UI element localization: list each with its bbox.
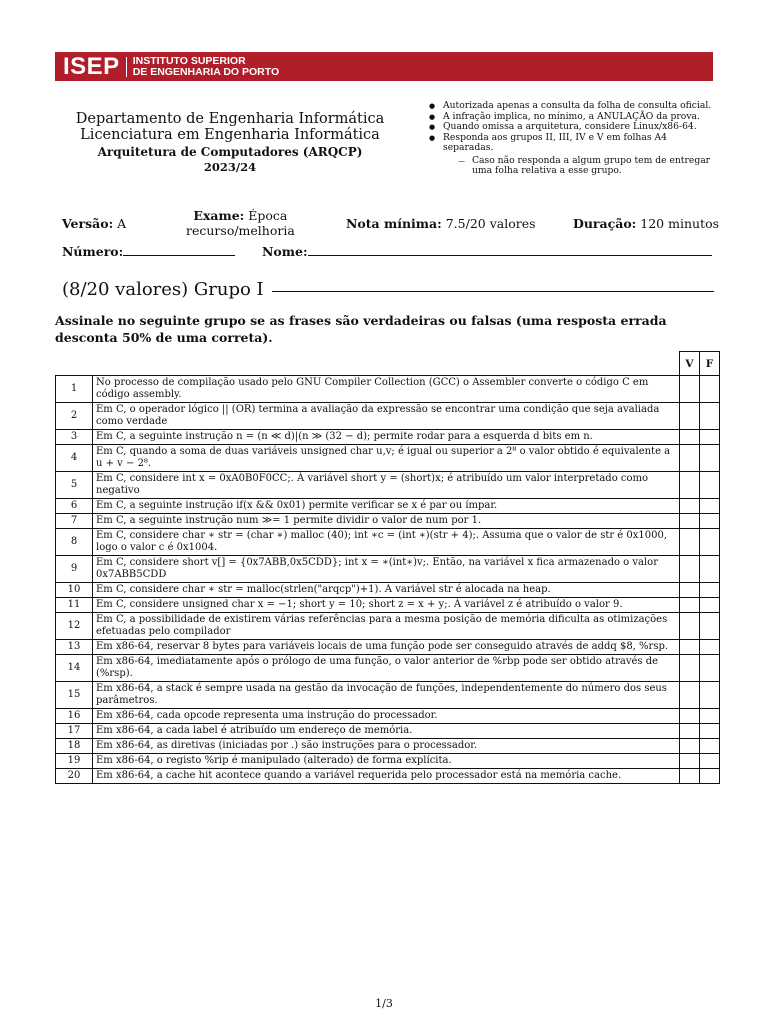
true-answer-box[interactable] — [680, 583, 700, 598]
course-name: Arquitetura de Computadores (ARQCP) — [97, 145, 363, 159]
table-row — [56, 514, 720, 529]
false-column-header: F — [700, 352, 720, 376]
version-label: Versão: — [62, 216, 114, 231]
question-text: Em x86-64, a stack é sempre usada na gestão da invocação de funções, independentemente do número dos seus parâmetros. — [93, 682, 680, 709]
table-row — [56, 376, 720, 403]
false-answer-box[interactable] — [700, 724, 720, 739]
student-name-label: Nome: — [262, 244, 308, 259]
question-number: 11 — [56, 598, 93, 613]
question-number: 17 — [56, 724, 93, 739]
false-answer-box[interactable] — [700, 514, 720, 529]
true-answer-box[interactable] — [680, 739, 700, 754]
question-number: 4 — [56, 445, 93, 472]
question-number: 3 — [56, 430, 93, 445]
true-answer-box[interactable] — [680, 754, 700, 769]
group-heading: (8/20 valores) Grupo I — [62, 279, 264, 300]
student-name-line[interactable] — [308, 244, 712, 256]
exam-rules — [428, 101, 718, 177]
exam-label: Exame: — [193, 208, 245, 223]
table-row — [56, 598, 720, 613]
question-text: Em x86-64, imediatamente após o prólogo de uma função, o valor anterior de %rbp pode ser obtido através de (%rsp). — [93, 655, 680, 682]
department-name: Departamento de Engenharia Informática — [75, 111, 385, 127]
institution-line-1: INSTITUTO SUPERIOR — [132, 54, 246, 67]
rule-item: ● A infração implica, no mínimo, a ANULAÇÃO da prova. — [428, 112, 718, 123]
false-answer-box[interactable] — [700, 445, 720, 472]
student-number-line[interactable] — [123, 244, 235, 256]
false-answer-box[interactable] — [700, 709, 720, 724]
version-field — [62, 216, 126, 231]
minimum-grade-label: Nota mínima: — [346, 216, 442, 231]
question-number: 2 — [56, 403, 93, 430]
question-text: Em x86-64, a cache hit acontece quando a variável requerida pelo processador está na memória cache. — [93, 769, 680, 784]
question-number: 15 — [56, 682, 93, 709]
question-text: Em C, a seguinte instrução num ≫= 1 permite dividir o valor de num por 1. — [93, 514, 680, 529]
table-row — [56, 529, 720, 556]
table-row — [56, 640, 720, 655]
student-number-field — [62, 244, 235, 259]
false-answer-box[interactable] — [700, 376, 720, 403]
table-row — [56, 769, 720, 784]
true-answer-box[interactable] — [680, 769, 700, 784]
true-answer-box[interactable] — [680, 445, 700, 472]
exam-field — [186, 208, 295, 238]
table-row — [56, 739, 720, 754]
question-text: Em x86-64, o registo %rip é manipulado (alterado) de forma explícita. — [93, 754, 680, 769]
question-text: Em x86-64, as diretivas (iniciadas por .) são instruções para o processador. — [93, 739, 680, 754]
false-answer-box[interactable] — [700, 769, 720, 784]
false-answer-box[interactable] — [700, 598, 720, 613]
question-number: 20 — [56, 769, 93, 784]
exam-value: Época — [248, 208, 288, 223]
question-text: Em C, considere int x = 0xA0B0F0CC;. À variável short y = (short)x; é atribuído um valor interpretado como negativo — [93, 472, 680, 499]
student-name-field — [262, 244, 712, 259]
question-rows — [56, 376, 720, 784]
minimum-grade-field — [346, 216, 536, 231]
table-header-row — [56, 352, 720, 376]
question-number: 16 — [56, 709, 93, 724]
true-answer-box[interactable] — [680, 430, 700, 445]
exam-value-2: recurso/melhoria — [186, 223, 295, 238]
table-row — [56, 724, 720, 739]
false-answer-box[interactable] — [700, 640, 720, 655]
duration-field — [573, 216, 719, 231]
rule-subitem: — Caso não responda a algum grupo tem de entregar uma folha relativa a esse grupo. — [428, 156, 718, 177]
question-number: 14 — [56, 655, 93, 682]
false-answer-box[interactable] — [700, 739, 720, 754]
question-text: Em C, quando a soma de duas variáveis unsigned char u,v; é igual ou superior a 2⁸ o valor obtido é equivalente a u + v − 2⁸. — [93, 445, 680, 472]
version-value: A — [117, 216, 127, 231]
banner-divider — [126, 57, 127, 77]
academic-year: 2023/24 — [203, 160, 257, 174]
true-answer-box[interactable] — [680, 709, 700, 724]
question-text: Em C, considere char ∗ str = malloc(strlen("arqcp")+1). A variável str é alocada na heap. — [93, 583, 680, 598]
question-text: Em x86-64, cada opcode representa uma instrução do processador. — [93, 709, 680, 724]
question-number: 5 — [56, 472, 93, 499]
question-number: 6 — [56, 499, 93, 514]
question-text: Em x86-64, reservar 8 bytes para variáveis locais de uma função pode ser conseguido através de addq $8, %rsp. — [93, 640, 680, 655]
question-number: 1 — [56, 376, 93, 403]
question-number: 12 — [56, 613, 93, 640]
false-answer-box[interactable] — [700, 430, 720, 445]
table-row — [56, 613, 720, 640]
question-number: 7 — [56, 514, 93, 529]
institution-line-2: DE ENGENHARIA DO PORTO — [132, 65, 280, 78]
rule-item: ● Quando omissa a arquitetura, considere Linux/x86-64. — [428, 122, 718, 133]
true-answer-box[interactable] — [680, 514, 700, 529]
question-text: Em C, considere char ∗ str = (char ∗) malloc (40); int ∗c = (int ∗)(str + 4);. Assuma que o valor de str é 0x1000, logo o valor c é 0x1004. — [93, 529, 680, 556]
table-row — [56, 499, 720, 514]
group-title — [62, 279, 714, 300]
true-answer-box[interactable] — [680, 640, 700, 655]
question-number: 9 — [56, 556, 93, 583]
question-text: No processo de compilação usado pelo GNU Compiler Collection (GCC) o Assembler converte o código C em código assembly. — [93, 376, 680, 403]
group-instructions: Assinale no seguinte grupo se as frases são verdadeiras ou falsas (uma resposta errada desconta 50% de uma correta). — [55, 313, 667, 345]
true-answer-box[interactable] — [680, 682, 700, 709]
true-answer-box[interactable] — [680, 529, 700, 556]
false-answer-box[interactable] — [700, 682, 720, 709]
rule-item: ● Autorizada apenas a consulta da folha de consulta oficial. — [428, 101, 718, 112]
question-text: Em C, a seguinte instrução if(x && 0x01) permite verificar se x é par ou ímpar. — [93, 499, 680, 514]
question-text: Em C, a seguinte instrução n = (n ≪ d)|(n ≫ (32 − d); permite rodar para a esquerda d bits em n. — [93, 430, 680, 445]
true-answer-box[interactable] — [680, 598, 700, 613]
table-row — [56, 445, 720, 472]
question-text: Em x86-64, a cada label é atribuído um endereço de memória. — [93, 724, 680, 739]
degree-name: Licenciatura em Engenharia Informática — [80, 127, 380, 143]
true-column-header: V — [680, 352, 700, 376]
title-rule — [272, 291, 714, 292]
question-text: Em C, considere unsigned char x = −1; short y = 10; short z = x + y;. À variável z é atribuído o valor 9. — [93, 598, 680, 613]
institution-banner — [55, 52, 713, 81]
question-number: 19 — [56, 754, 93, 769]
header-spacer — [56, 352, 680, 376]
student-number-label: Número: — [62, 244, 124, 259]
question-number: 8 — [56, 529, 93, 556]
false-answer-box[interactable] — [700, 499, 720, 514]
true-answer-box[interactable] — [680, 613, 700, 640]
false-answer-box[interactable] — [700, 754, 720, 769]
true-answer-box[interactable] — [680, 403, 700, 430]
false-answer-box[interactable] — [700, 655, 720, 682]
false-answer-box[interactable] — [700, 472, 720, 499]
question-text: Em C, a possibilidade de existirem várias referências para a mesma posição de memória dificulta as otimizações efetuadas pelo compilador — [93, 613, 680, 640]
true-answer-box[interactable] — [680, 499, 700, 514]
table-row — [56, 709, 720, 724]
page-number: 1/3 — [375, 997, 393, 1010]
false-answer-box[interactable] — [700, 403, 720, 430]
table-row — [56, 430, 720, 445]
question-number: 10 — [56, 583, 93, 598]
table-row — [56, 403, 720, 430]
question-number: 18 — [56, 739, 93, 754]
true-answer-box[interactable] — [680, 472, 700, 499]
true-answer-box[interactable] — [680, 376, 700, 403]
minimum-grade-value: 7.5/20 valores — [445, 216, 536, 231]
rule-item: ● Responda aos grupos II, III, IV e V em folhas A4 separadas. — [428, 133, 718, 154]
question-number: 13 — [56, 640, 93, 655]
table-row — [56, 556, 720, 583]
institution-name — [133, 56, 279, 78]
isep-logo: ISEP — [63, 52, 120, 80]
true-answer-box[interactable] — [680, 556, 700, 583]
duration-label: Duração: — [573, 216, 637, 231]
table-row — [56, 472, 720, 499]
question-text: Em C, o operador lógico || (OR) termina a avaliação da expressão se encontrar uma condição que seja avaliada como verdade — [93, 403, 680, 430]
table-row — [56, 682, 720, 709]
true-answer-box[interactable] — [680, 724, 700, 739]
true-answer-box[interactable] — [680, 655, 700, 682]
false-answer-box[interactable] — [700, 529, 720, 556]
false-answer-box[interactable] — [700, 556, 720, 583]
table-row — [56, 655, 720, 682]
duration-value: 120 minutos — [640, 216, 720, 231]
true-false-table — [55, 351, 720, 784]
question-text: Em C, considere short v[] = {0x7ABB,0x5CDD}; int x = ∗(int∗)v;. Então, na variável x fica armazenado o valor 0x7ABB5CDD — [93, 556, 680, 583]
table-row — [56, 583, 720, 598]
exam-header — [60, 111, 400, 174]
false-answer-box[interactable] — [700, 583, 720, 598]
table-row — [56, 754, 720, 769]
false-answer-box[interactable] — [700, 613, 720, 640]
